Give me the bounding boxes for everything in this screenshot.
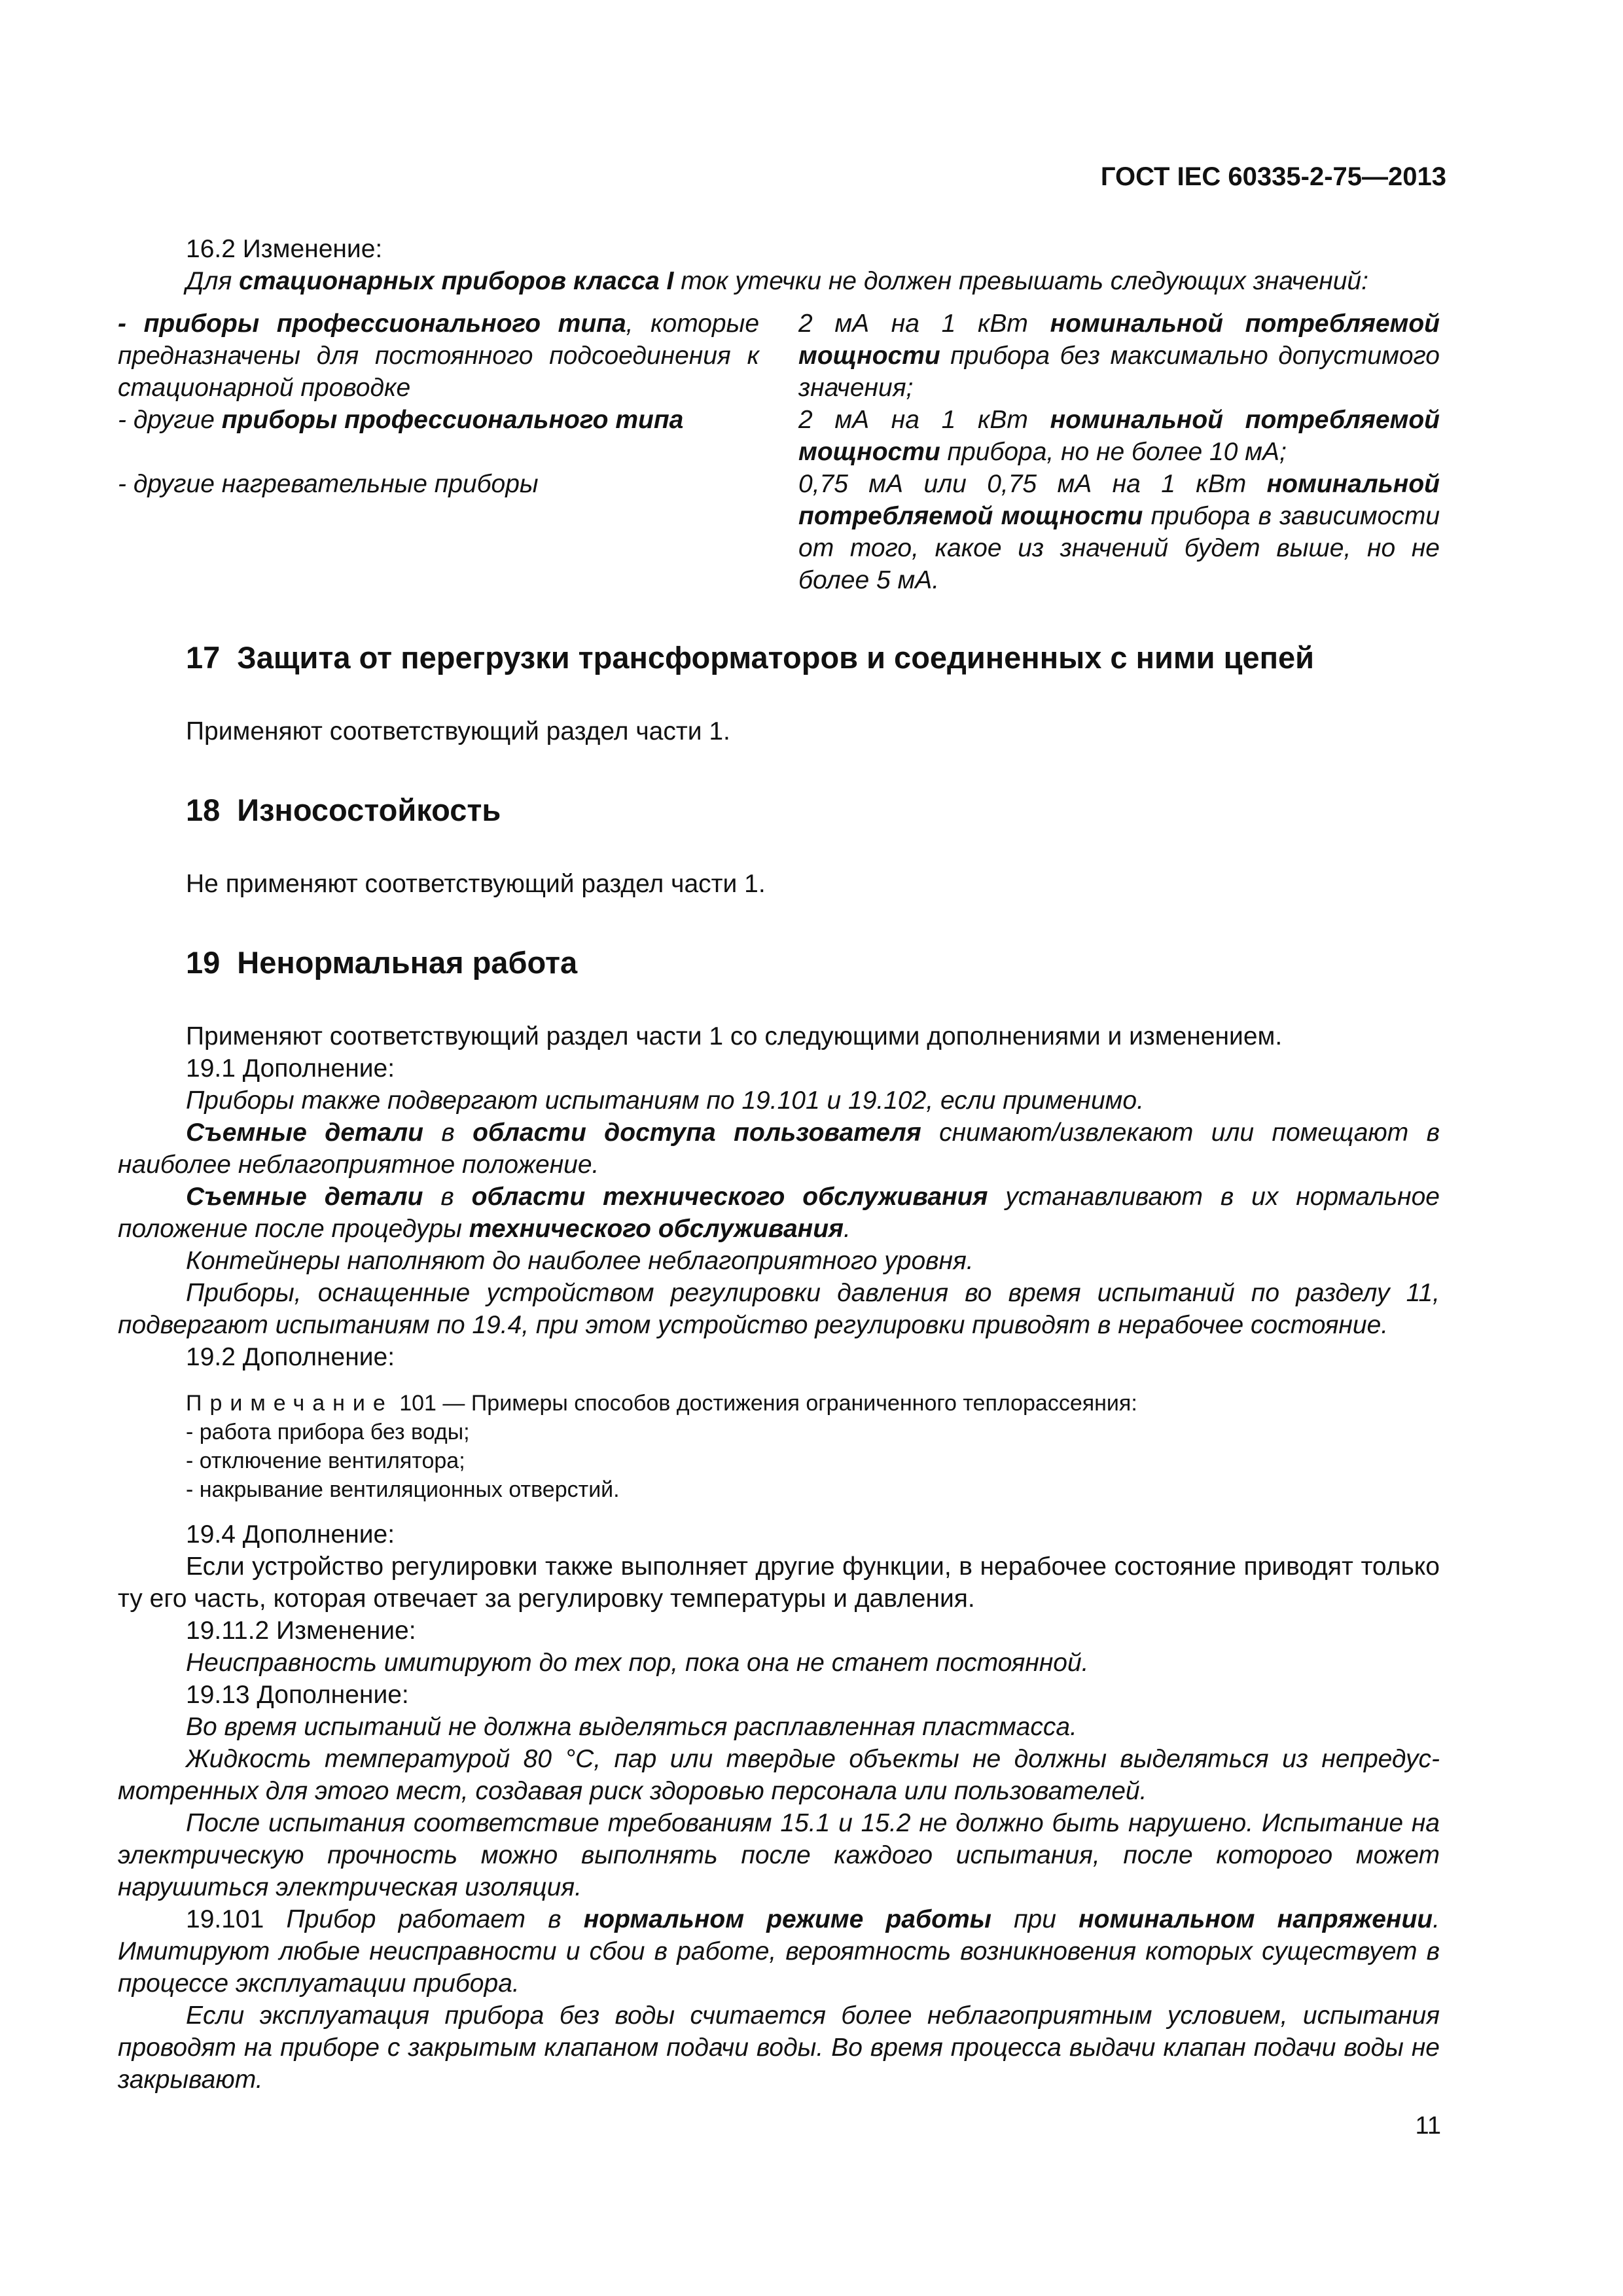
paragraph: Во время испытаний не должна выделяться расплавленная пластмасса. — [186, 1713, 1077, 1741]
page-body — [118, 233, 1440, 2096]
table-row — [118, 308, 1440, 404]
clause-19-4-label: 19.4 Дополнение: — [186, 1520, 395, 1549]
document-header: ГОСТ IEC 60335-2-75—2013 — [1100, 162, 1446, 191]
paragraph: Съемные детали в области доступа пользователя снимают/извлекают или помещают в наиболее неблагоприятное положение. — [118, 1119, 1440, 1179]
section-18-body: Не применяют соответствующий раздел части 1. — [186, 870, 766, 898]
table-row — [118, 404, 1440, 468]
note-item: - работа прибора без воды; — [186, 1420, 470, 1444]
clause-19-1-label: 19.1 Дополнение: — [186, 1054, 395, 1083]
clause-19-11-2-label: 19.11.2 Изменение: — [186, 1617, 416, 1645]
note-item: - накрывание вентиляционных отверстий. — [186, 1477, 620, 1502]
table-cell-right: 2 мА на 1 кВт номинальной потребляемой мощности прибора без максимально допустимого значения; — [798, 310, 1440, 402]
clause-19-2-label: 19.2 Дополнение: — [186, 1343, 395, 1371]
note-heading: Примечание 101 — Примеры способов достижения ограниченного теплорассеяния: — [186, 1391, 1137, 1416]
table-cell-right: 0,75 мА или 0,75 мА на 1 кВт номинальной потребляемой мощности прибора в зависимости от того, какое из значений будет выше, но не более 5 мА. — [798, 470, 1440, 594]
note-101 — [118, 1389, 1440, 1504]
table-row — [118, 468, 1440, 596]
paragraph: После испытания соответствие требованиям 15.1 и 15.2 не должно быть нарушено. Испытание на электрическую прочность можно выполнять после каждого испытания, после которого может нарушиться электрическая изоляция. — [118, 1809, 1440, 1901]
note-item: - отключение вентилятора; — [186, 1448, 465, 1473]
section-18-heading: 18 Износостойкость — [186, 793, 501, 827]
clause-19-101: 19.101 Прибор работает в нормальном режиме работы при номинальном напряжении. Имитируют любые неисправности и сбои в работе, вероятность возникновения которых существует в процессе эксплуатации прибора. — [118, 1905, 1440, 1998]
clause-16-2-label: 16.2 Изменение: — [186, 235, 383, 263]
table-cell-left: - приборы профессионального типа, которые предназначены для постоянного подсоединения к стационарной проводке — [118, 310, 760, 402]
page-number: 11 — [1415, 2112, 1441, 2140]
table-cell-left: - другие нагревательные приборы — [118, 470, 539, 498]
paragraph: Если устройство регулировки также выполняет другие функции, в нерабочее состояние приводят только ту его часть, которая отвечает за регулировку температуры и давления. — [118, 1552, 1440, 1613]
paragraph: Неисправность имитируют до тех пор, пока она не станет постоянной. — [186, 1649, 1089, 1677]
clause-19-13-label: 19.13 Дополнение: — [186, 1681, 409, 1709]
section-19-intro: Применяют соответствующий раздел части 1 со следующими дополнениями и изменением. — [186, 1022, 1283, 1050]
paragraph: Съемные детали в области технического обслуживания устанавливают в их нормальное положение после процедуры технического обслуживания. — [118, 1183, 1440, 1243]
table-cell-left: - другие приборы профессионального типа — [118, 406, 684, 434]
section-17-heading: 17 Защита от перегрузки трансформаторов и соединенных с ними цепей — [186, 640, 1315, 675]
paragraph: Если эксплуатация прибора без воды считается более неблагоприятным условием, испытания проводят на приборе с закрытым клапаном подачи воды. Во время процесса выдачи клапан подачи воды не закрывают. — [118, 2001, 1440, 2094]
section-19-heading: 19 Ненормальная работа — [186, 945, 578, 980]
paragraph: Приборы, оснащенные устройством регулировки давления во время испытаний по разделу 11, подвергают испытаниям по 19.4, при этом устройство регулировки приводят в нерабочее состояние. — [118, 1279, 1440, 1339]
paragraph: Контейнеры наполняют до наиболее неблагоприятного уровня. — [186, 1247, 974, 1275]
section-17-body: Применяют соответствующий раздел части 1. — [186, 717, 730, 745]
paragraph: Приборы также подвергают испытаниям по 19.101 и 19.102, если применимо. — [186, 1086, 1144, 1115]
leakage-current-table — [118, 308, 1440, 596]
clause-16-2-intro: Для стационарных приборов класса I ток утечки не должен превышать следующих значений: — [186, 267, 1368, 295]
table-cell-right: 2 мА на 1 кВт номинальной потребляемой мощности прибора, но не более 10 мА; — [798, 406, 1440, 466]
paragraph: Жидкость температурой 80 °С, пар или твердые объекты не должны выделяться из непредусмотренных для этого мест, создавая риск здоровью персонала или пользователей. — [118, 1745, 1440, 1805]
